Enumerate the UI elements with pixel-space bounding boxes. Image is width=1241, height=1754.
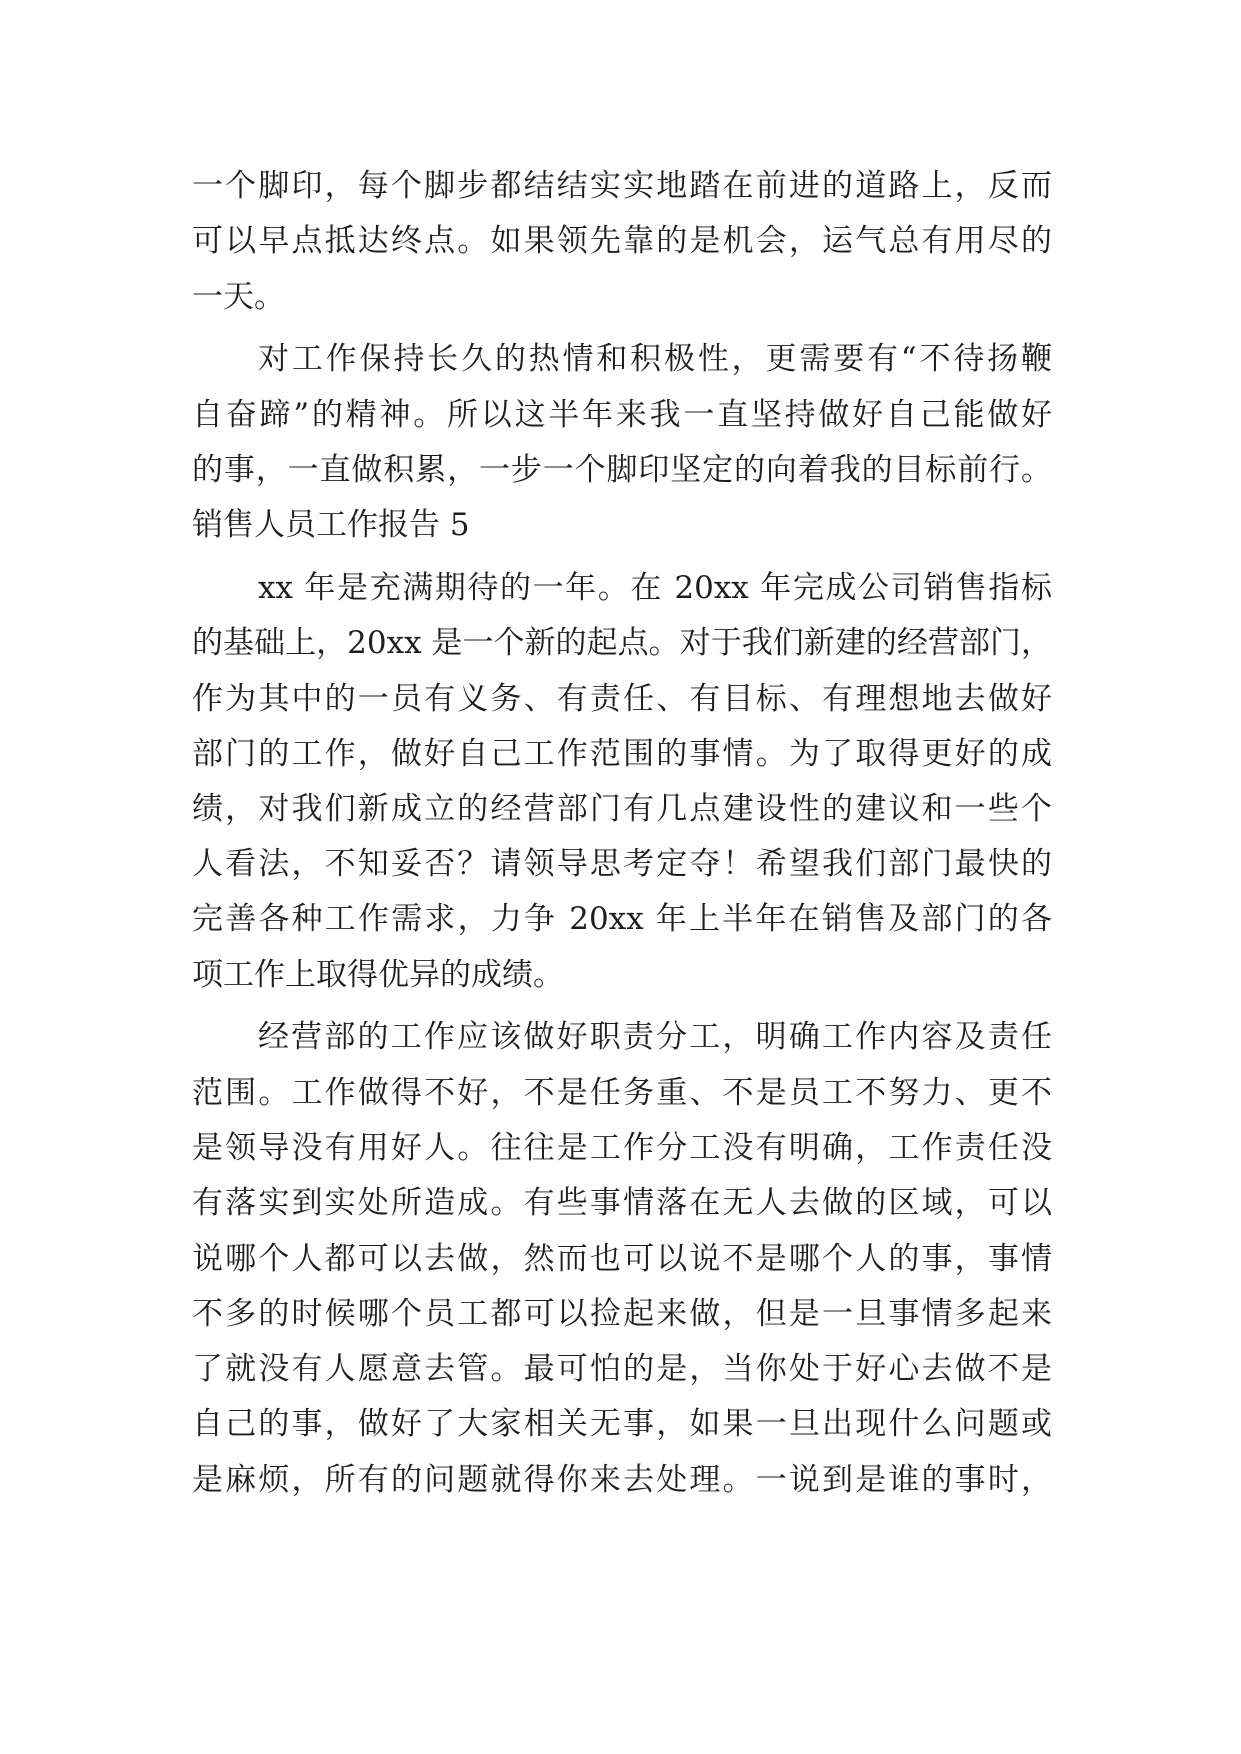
- paragraph-3-line-2: 的基础上，20xx 是一个新的起点。对于我们新建的经营部门，: [192, 625, 1052, 661]
- paragraph-4-line-7: 了就没有人愿意去管。最可怕的是，当你处于好心去做不是: [192, 1351, 1052, 1387]
- paragraph-4-line-9: 是麻烦，所有的问题就得你来去处理。一说到是谁的事时，: [192, 1462, 1052, 1498]
- paragraph-1-line-1: 一个脚印，每个脚步都结结实实地踏在前进的道路上，反而: [192, 168, 1052, 204]
- paragraph-3-line-1: xx 年是充满期待的一年。在 20xx 年完成公司销售指标: [258, 570, 1052, 606]
- paragraph-4-line-1: 经营部的工作应该做好职责分工，明确工作内容及责任: [258, 1019, 1052, 1055]
- paragraph-4-line-8: 自己的事，做好了大家相关无事，如果一旦出现什么问题或: [192, 1406, 1052, 1442]
- paragraph-3-line-4: 部门的工作，做好自己工作范围的事情。为了取得更好的成: [192, 736, 1052, 772]
- paragraph-3-line-8: 项工作上取得优异的成绩。: [192, 957, 564, 993]
- section-heading: 销售人员工作报告 5: [192, 507, 470, 543]
- paragraph-3-line-5: 绩，对我们新成立的经营部门有几点建设性的建议和一些个: [192, 791, 1052, 827]
- paragraph-3-line-7: 完善各种工作需求，力争 20xx 年上半年在销售及部门的各: [192, 901, 1052, 937]
- paragraph-4-line-6: 不多的时候哪个员工都可以捡起来做，但是一旦事情多起来: [192, 1296, 1052, 1332]
- paragraph-3-line-3: 作为其中的一员有义务、有责任、有目标、有理想地去做好: [192, 681, 1052, 717]
- paragraph-1-line-2: 可以早点抵达终点。如果领先靠的是机会，运气总有用尽的: [192, 223, 1052, 259]
- paragraph-1-line-3: 一天。: [192, 279, 285, 315]
- paragraph-4-line-3: 是领导没有用好人。往往是工作分工没有明确，工作责任没: [192, 1130, 1052, 1166]
- paragraph-2-line-1: 对工作保持长久的热情和积极性，更需要有“不待扬鞭: [258, 341, 1052, 377]
- paragraph-3-line-6: 人看法，不知妥否？请领导思考定夺！希望我们部门最快的: [192, 846, 1052, 882]
- paragraph-4-line-4: 有落实到实处所造成。有些事情落在无人去做的区域，可以: [192, 1185, 1052, 1221]
- paragraph-2-line-2: 自奋蹄”的精神。所以这半年来我一直坚持做好自己能做好: [192, 397, 1052, 433]
- paragraph-2-line-3: 的事，一直做积累，一步一个脚印坚定的向着我的目标前行。: [192, 452, 1052, 488]
- paragraph-4-line-5: 说哪个人都可以去做，然而也可以说不是哪个人的事，事情: [192, 1241, 1052, 1277]
- paragraph-4-line-2: 范围。工作做得不好，不是任务重、不是员工不努力、更不: [192, 1075, 1052, 1111]
